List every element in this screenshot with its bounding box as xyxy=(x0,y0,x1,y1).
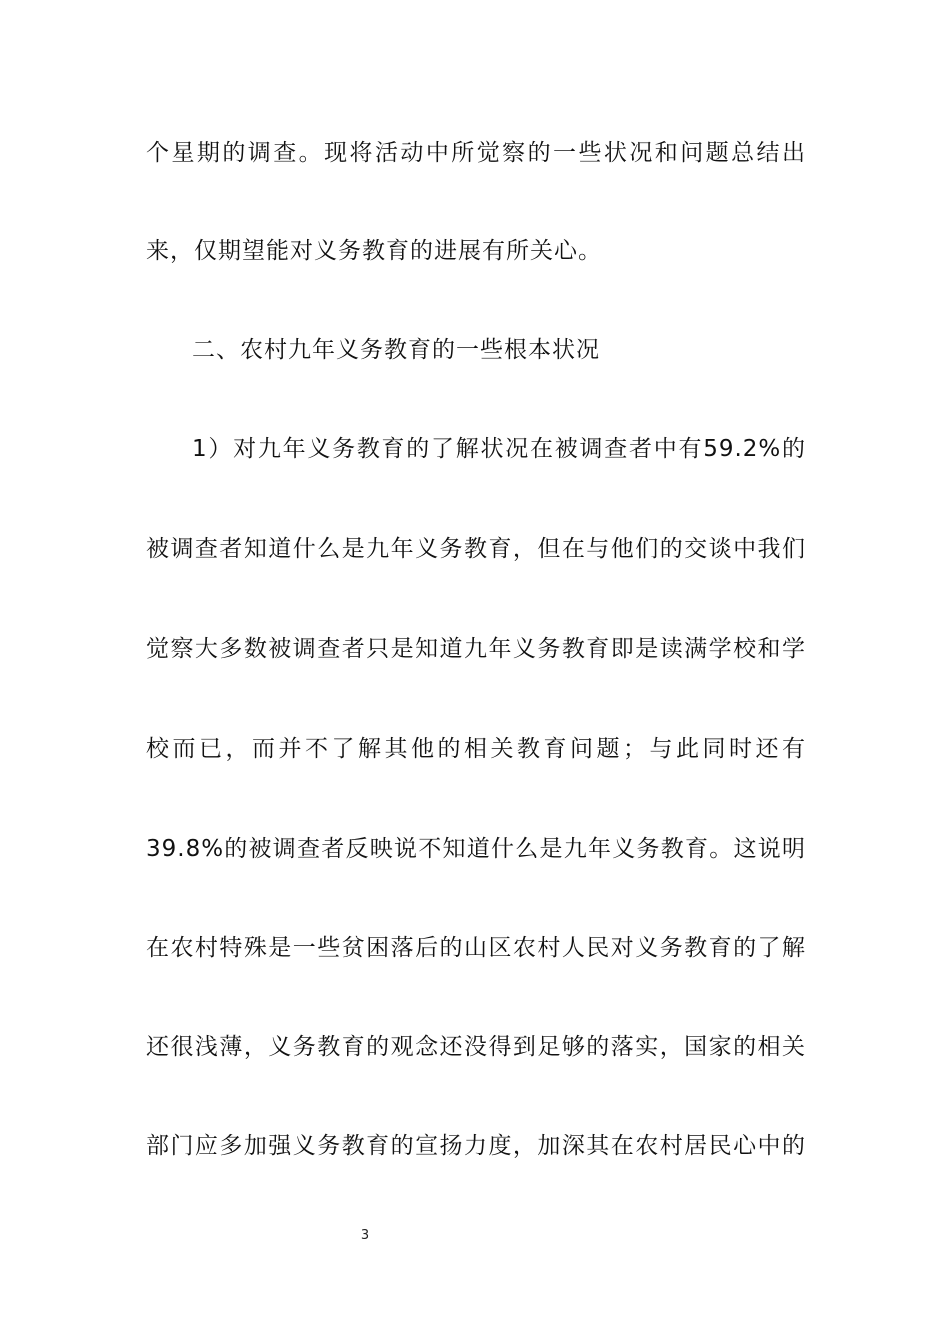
body-text-line: 39.8%的被调查者反映说不知道什么是九年义务教育。这说明 xyxy=(146,836,806,862)
page-number: 3 xyxy=(360,1228,370,1243)
body-text-line: 被调查者知道什么是九年义务教育，但在与他们的交谈中我们 xyxy=(146,536,806,562)
body-text-line: 在农村特殊是一些贫困落后的山区农村人民对义务教育的了解 xyxy=(146,935,806,961)
body-text-line: 觉察大多数被调查者只是知道九年义务教育即是读满学校和学 xyxy=(146,636,806,662)
body-text-line: 来，仅期望能对义务教育的进展有所关心。 xyxy=(146,238,602,264)
body-text-line: 个星期的调查。现将活动中所觉察的一些状况和问题总结出 xyxy=(146,140,806,166)
body-text-line: 1）对九年义务教育的了解状况在被调查者中有59.2%的 xyxy=(192,436,806,462)
body-text-line: 校而已，而并不了解其他的相关教育问题；与此同时还有 xyxy=(146,736,806,762)
body-text-line: 部门应多加强义务教育的宣扬力度，加深其在农村居民心中的 xyxy=(146,1133,806,1159)
section-heading: 二、农村九年义务教育的一些根本状况 xyxy=(192,337,600,363)
body-text-line: 还很浅薄，义务教育的观念还没得到足够的落实，国家的相关 xyxy=(146,1034,806,1060)
